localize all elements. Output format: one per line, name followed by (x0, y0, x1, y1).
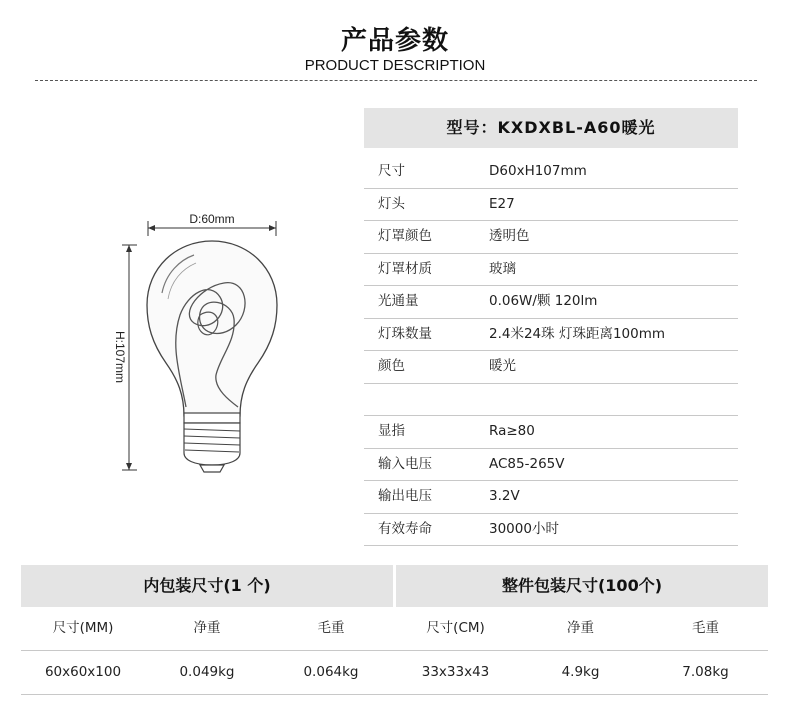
spec-value: 透明色 (489, 228, 530, 244)
spec-label: 光通量 (378, 293, 419, 309)
spec-value: 玻璃 (489, 260, 516, 277)
spec-label: 有效寿命 (378, 520, 432, 537)
spec-value: 2.4米24珠 灯珠距离100mm (489, 325, 666, 342)
width-label: D:60mm (189, 212, 235, 226)
spec-row (364, 286, 738, 319)
bulb-drawing (100, 205, 300, 485)
spec-row (364, 319, 738, 352)
spec-table (364, 156, 738, 546)
page-title: 产品参数 (340, 26, 449, 56)
spec-row (364, 221, 738, 254)
column-header: 毛重 (692, 620, 719, 636)
spec-value: AC85-265V (489, 455, 565, 472)
spec-label: 显指 (378, 423, 405, 439)
table-cell: 7.08kg (682, 664, 729, 680)
table-cell: 0.064kg (303, 664, 359, 680)
package-values-row (21, 651, 768, 695)
spec-label: 输出电压 (378, 488, 432, 504)
spec-row-empty (364, 384, 738, 417)
spec-label: 灯珠数量 (378, 325, 432, 342)
spec-row (364, 481, 738, 514)
spec-row (364, 514, 738, 547)
page-subtitle: PRODUCT DESCRIPTION (304, 57, 486, 74)
table-cell: 4.9kg (561, 664, 600, 680)
spec-value: 0.06W/颗 120lm (489, 293, 598, 309)
bulb-diagram (100, 205, 300, 485)
spec-label: 灯罩颜色 (378, 228, 432, 244)
spec-row (364, 156, 738, 189)
table-cell: 60x60x100 (44, 664, 122, 680)
height-label: H:107mm (113, 330, 127, 384)
spec-label: 灯罩材质 (378, 260, 432, 277)
spec-label: 尺寸 (378, 163, 405, 179)
package-header (21, 565, 768, 607)
package-table (21, 565, 768, 695)
column-header: 净重 (567, 620, 594, 636)
spec-value: D60xH107mm (489, 163, 587, 179)
spec-value: Ra≥80 (489, 423, 535, 439)
table-cell: 33x33x43 (421, 664, 490, 680)
column-header: 净重 (193, 620, 221, 636)
spec-row (364, 254, 738, 287)
model-title: 型号：KXDXBL-A60暖光 (364, 108, 738, 148)
column-header: 毛重 (317, 620, 345, 636)
column-header: 尺寸(CM) (426, 620, 485, 636)
divider (35, 80, 757, 81)
inner-package-title: 内包装尺寸(1 个) (21, 565, 393, 607)
spec-row (364, 416, 738, 449)
column-header: 尺寸(MM) (52, 620, 114, 636)
spec-label: 颜色 (378, 358, 405, 374)
package-column-headers (21, 607, 768, 651)
spec-value: 3.2V (489, 488, 520, 504)
spec-label: 输入电压 (378, 455, 432, 472)
spec-row (364, 449, 738, 482)
spec-row (364, 351, 738, 384)
spec-row (364, 189, 738, 222)
spec-value: 30000小时 (489, 520, 559, 537)
table-cell: 0.049kg (179, 664, 235, 680)
spec-value: E27 (489, 195, 515, 212)
spec-value: 暖光 (489, 358, 516, 374)
outer-package-title: 整件包装尺寸(100个) (396, 565, 768, 607)
spec-label: 灯头 (378, 195, 405, 212)
